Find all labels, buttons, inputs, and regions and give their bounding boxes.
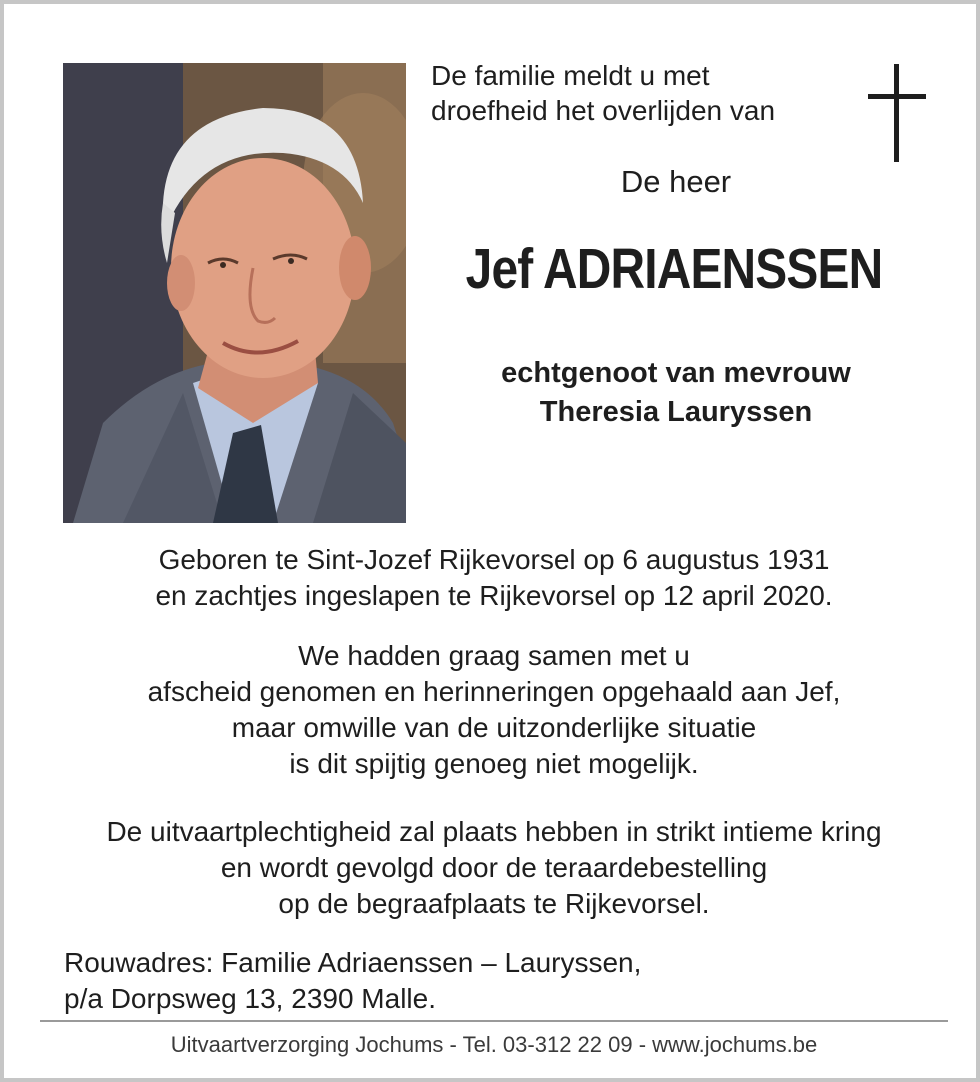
intro-line: De familie meldt u met <box>431 60 710 91</box>
spouse-block <box>431 354 921 432</box>
cross-icon <box>868 64 926 162</box>
paragraph-line: is dit spijtig genoeg niet mogelijk. <box>289 748 699 779</box>
address-line: p/a Dorpsweg 13, 2390 Malle. <box>64 983 436 1014</box>
paragraph-line: Geboren te Sint-Jozef Rijkevorsel op 6 augustus 1931 <box>158 544 830 575</box>
paragraph-line: en wordt gevolgd door de teraardebestelling <box>220 852 768 883</box>
farewell-paragraph <box>24 638 964 782</box>
spouse-name: Theresia Lauryssen <box>539 396 813 428</box>
ceremony-paragraph <box>24 814 964 922</box>
birth-death-paragraph <box>24 542 964 614</box>
spouse-line: echtgenoot van mevrouw <box>501 357 851 389</box>
condolence-address <box>64 945 641 1017</box>
honorific: De heer <box>620 164 732 199</box>
paragraph-line: maar omwille van de uitzonderlijke situatie <box>231 712 757 743</box>
footer-divider <box>40 1020 948 1022</box>
portrait-photo <box>63 63 406 523</box>
funeral-home-footer: Uitvaartverzorging Jochums - Tel. 03-312 22 09 - www.jochums.be <box>170 1032 818 1057</box>
portrait-illustration <box>63 63 406 523</box>
paragraph-line: afscheid genomen en herinneringen opgehaald aan Jef, <box>147 676 841 707</box>
paragraph-line: en zachtjes ingeslapen te Rijkevorsel op 12 april 2020. <box>155 580 833 611</box>
intro-line: droefheid het overlijden van <box>431 95 776 126</box>
paragraph-line: De uitvaartplechtigheid zal plaats hebben in strikt intieme kring <box>106 816 882 847</box>
paragraph-line: op de begraafplaats te Rijkevorsel. <box>278 888 710 919</box>
address-line: Rouwadres: Familie Adriaenssen – Lauryssen, <box>64 947 642 978</box>
paragraph-line: We hadden graag samen met u <box>298 640 690 671</box>
deceased-name: Jef ADRIAENSSEN <box>465 237 883 301</box>
announcement-intro <box>431 58 851 128</box>
